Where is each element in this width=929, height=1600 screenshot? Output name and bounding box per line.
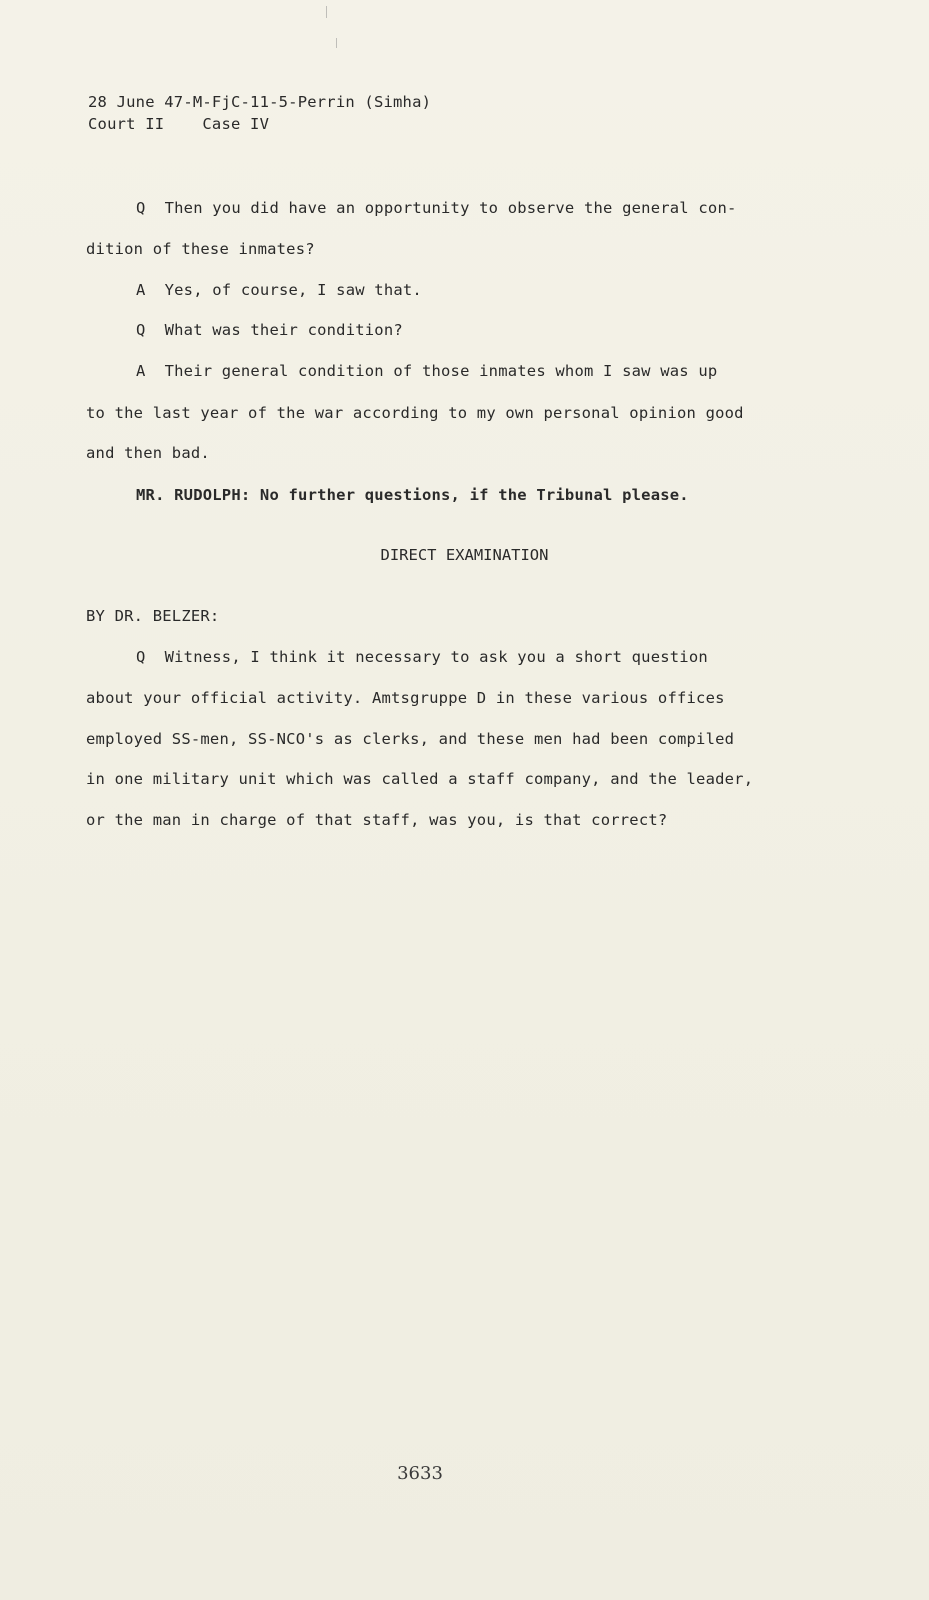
transcript-line: Q What was their condition? (136, 321, 403, 339)
header-line-1: 28 June 47-M-FjC-11-5-Perrin (Simha) (88, 93, 432, 111)
transcript-line: A Yes, of course, I saw that. (136, 281, 422, 299)
transcript-line: and then bad. (86, 444, 210, 462)
header-line-2: Court II Case IV (88, 115, 270, 133)
transcript-line: about your official activity. Amtsgruppe D in these various offices (86, 689, 725, 707)
page-number: 3633 (397, 1463, 443, 1484)
section-title: DIRECT EXAMINATION (380, 546, 549, 564)
transcript-line: employed SS-men, SS-NCO's as clerks, and these men had been compiled (86, 730, 735, 748)
paper-mark (326, 6, 327, 18)
transcript-line: in one military unit which was called a staff company, and the leader, (86, 770, 754, 788)
transcript-line: Q Witness, I think it necessary to ask you a short question (136, 648, 708, 666)
examiner-line: BY DR. BELZER: (86, 607, 220, 625)
transcript-line: Q Then you did have an opportunity to observe the general con- (136, 199, 737, 217)
transcript-line: dition of these inmates? (86, 240, 315, 258)
transcript-line: or the man in charge of that staff, was you, is that correct? (86, 811, 668, 829)
transcript-line: to the last year of the war according to my own personal opinion good (86, 404, 744, 422)
transcript-line: MR. RUDOLPH: No further questions, if the Tribunal please. (136, 486, 689, 504)
paper-mark (336, 38, 337, 48)
transcript-line: A Their general condition of those inmates whom I saw was up (136, 362, 718, 380)
